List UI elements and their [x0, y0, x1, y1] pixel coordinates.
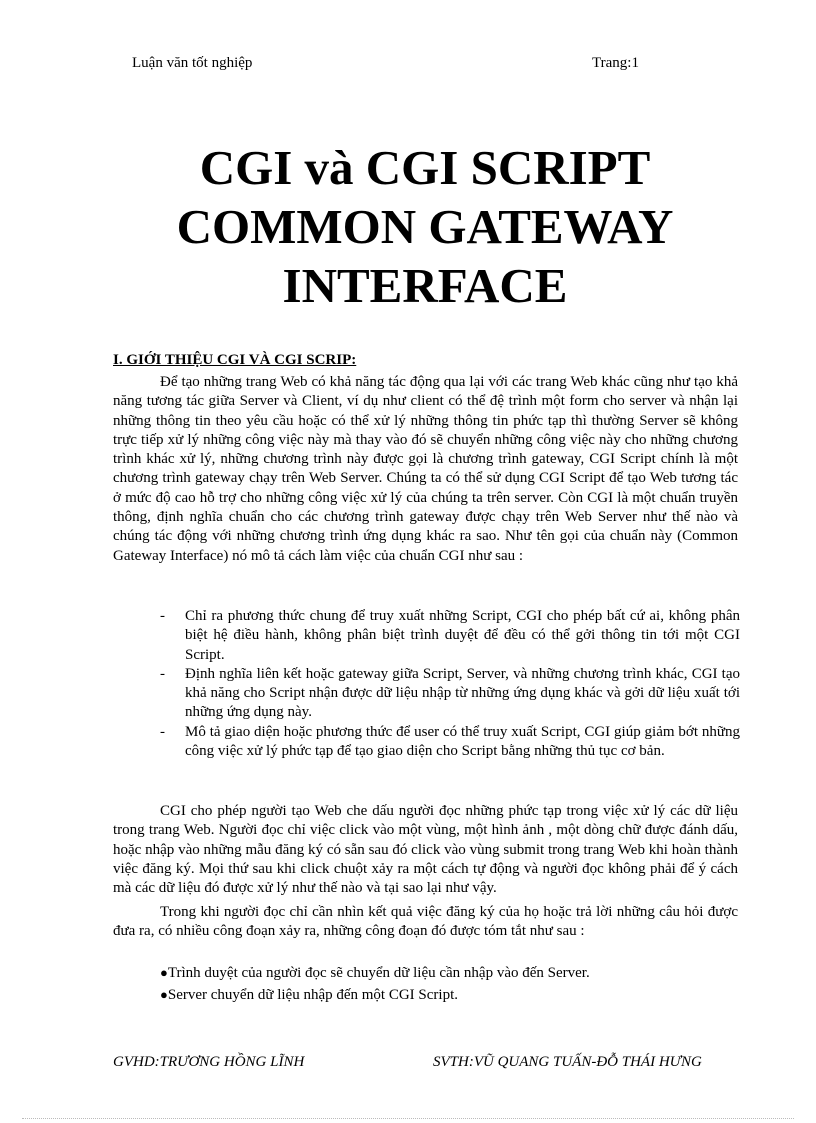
dash-marker: -	[160, 723, 165, 740]
list-item	[160, 984, 590, 1006]
list-item	[160, 665, 740, 723]
footer-advisor: GVHD:TRƯƠNG HỒNG LĨNH	[113, 1054, 305, 1070]
footer-students: SVTH:VŨ QUANG TUẤN-ĐỖ THÁI HƯNG	[433, 1054, 702, 1070]
dash-marker: -	[160, 608, 165, 624]
list-item-text: Trình duyệt của người đọc sẽ chuyển dữ liệu cần nhập vào đến Server.	[167, 965, 590, 981]
bullet-dot-icon: ●	[160, 987, 168, 1002]
list-item	[160, 607, 740, 665]
document-title	[113, 138, 737, 315]
list-item	[160, 962, 590, 984]
header-thesis-label: Luận văn tốt nghiệp	[132, 55, 253, 71]
list-item-text: Server chuyển dữ liệu nhập đến một CGI Script.	[167, 987, 459, 1003]
section-heading: I. GIỚI THIỆU CGI VÀ CGI SCRIP:	[113, 352, 357, 368]
header-page-number: Trang:1	[592, 55, 639, 71]
intro-paragraph-text: Để tạo những trang Web có khả năng tác động qua lại với các trang Web khác cũng như tạo khả năng tương tác giữa Server và Client, ví dụ như client có thể đệ trình một form cho server và nhận lại những thông tin theo yêu cầu hoặc có thể xử lý những thông tin phức tạp thì thường Server sẽ không trực tiếp xử lý những công việc này mà thay vào đó sẽ chuyển những công việc này cho những chương trình khác xử lý, những chương trình này được gọi là chương trình gateway, CGI Script chính là một chương trình gateway chạy trên Web Server. Chúng ta có thể sử dụng CGI Script để tạo Web tương tác ở mức độ cao hỗ trợ cho những công việc xử lý của chúng ta trên server. Còn CGI là một chuẩn truyền thông, định nghĩa chuẩn cho các chương trình gateway được chạy trên Web Server như thế nào và chúng tác động với những chương trình ứng dụng khác ra sao. Như tên gọi của chuẩn này (Common Gateway Interface) nó mô tả cách làm việc của chuẩn CGI như sau :	[113, 374, 738, 564]
title-line-2: COMMON GATEWAY	[176, 199, 674, 254]
dash-marker: -	[160, 665, 165, 682]
list-item-text: Mô tả giao diện hoặc phương thức để user có thể truy xuất Script, CGI giúp giảm bớt những công việc xử lý phức tạp để tạo giao diện cho Script bằng những thủ tục cơ bản.	[185, 723, 740, 760]
list-item-text: Chỉ ra phương thức chung để truy xuất những Script, CGI cho phép bất cứ ai, không phân biệt hệ điều hành, không phân biệt trình duyệt để đều có thể gởi thông tin tới một CGI Script.	[185, 608, 740, 663]
paragraph-3-text: Trong khi người đọc chỉ cần nhìn kết quả việc đăng ký của họ hoặc trả lời những câu hỏi được đưa ra, có nhiều công đoạn xảy ra, những công đoạn đó được tóm tắt như sau :	[113, 904, 738, 940]
list-item-text: Định nghĩa liên kết hoặc gateway giữa Script, Server, và những chương trình khác, CGI tạo khả năng cho Script nhận được dữ liệu nhập từ những ứng dụng khác và gởi dữ liệu xuất tới những ứng dụng này.	[185, 665, 740, 721]
bullet-dot-icon: ●	[160, 965, 168, 980]
cgi-features-list	[160, 607, 740, 761]
process-steps-list	[160, 962, 590, 1006]
paragraph-2	[113, 802, 738, 898]
paragraph-3	[113, 903, 738, 942]
title-line-1: CGI và CGI SCRIPT	[199, 140, 651, 195]
intro-paragraph	[113, 373, 738, 566]
paragraph-2-text: CGI cho phép người tạo Web che dấu người đọc những phức tạp trong việc xử lý các dữ liệu trong trang Web. Người đọc chỉ việc click vào một vùng, một hình ảnh , một dòng chữ được đánh dấu, hoặc nhập vào những mẫu đăng ký có sẵn sau đó click vào vùng submit trong trang Web khi hoàn thành việc đăng ký. Mọi thứ sau khi click chuột xảy ra một cách tự động và người đọc không phải để ý cách mà các dữ liệu đó được xử lý như thế nào và tại sao lại như vậy.	[113, 803, 738, 897]
page-bottom-rule	[22, 1118, 794, 1119]
list-item	[160, 723, 740, 762]
title-line-3: INTERFACE	[282, 258, 568, 313]
